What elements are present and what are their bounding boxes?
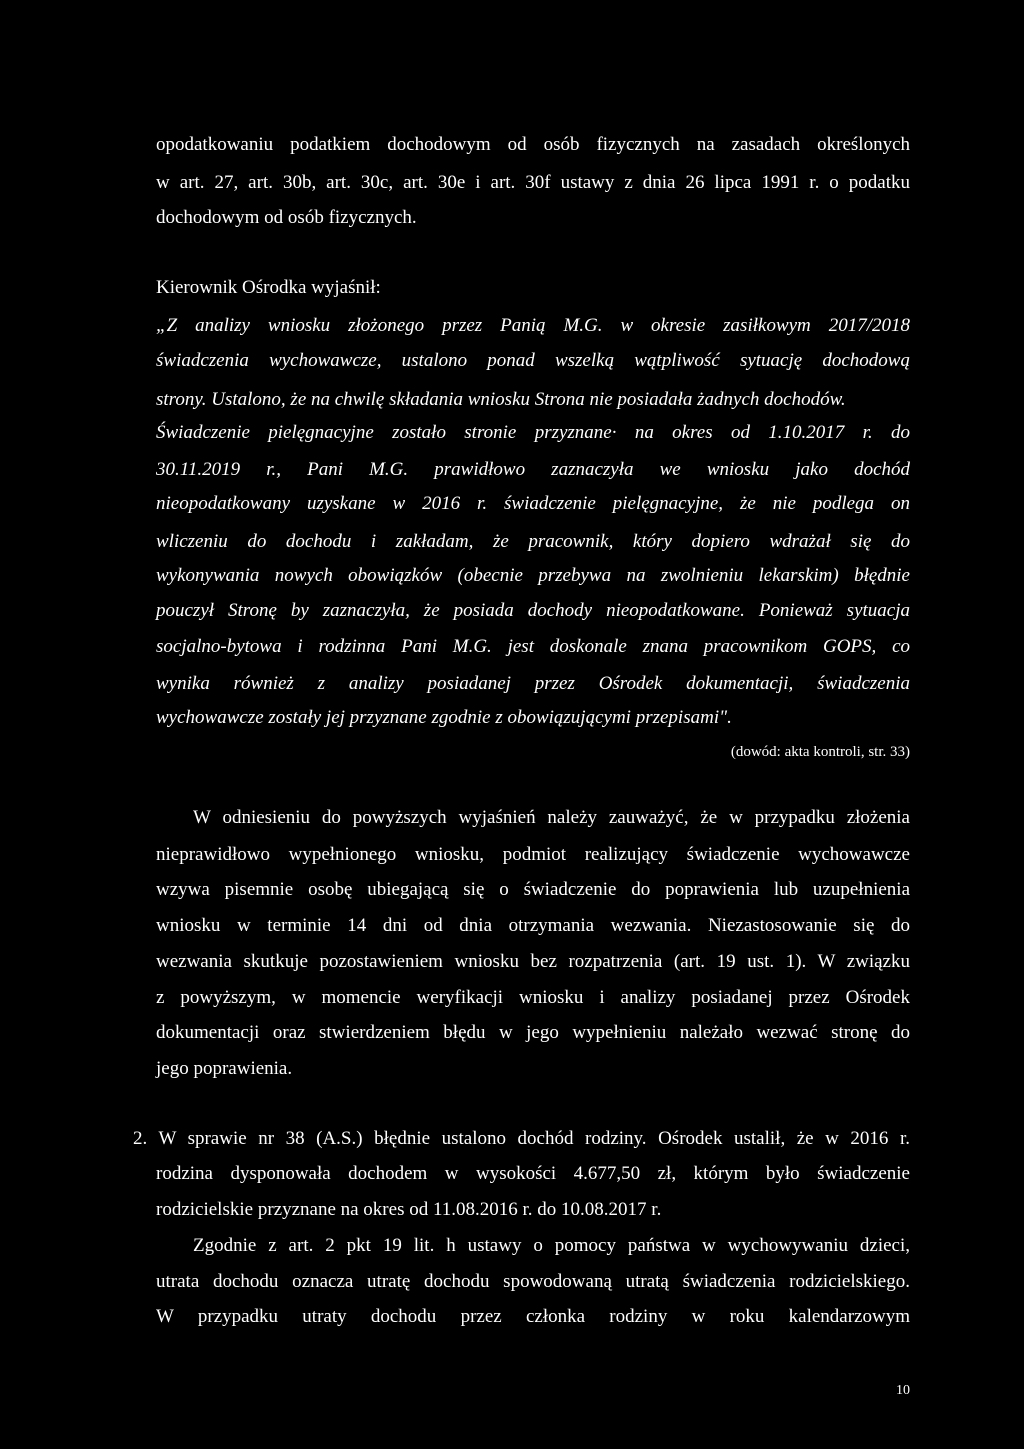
quote-line: socjalno-bytowa i rodzinna Pani M.G. jest doskonale znana pracownikom GOPS, co bbox=[156, 636, 910, 657]
list-item-2: 2. W sprawie nr 38 (A.S.) błędnie ustalono dochód rodziny. Ośrodek ustalił, że w 2016 r. bbox=[133, 1128, 910, 1149]
paragraph-line: opodatkowaniu podatkiem dochodowym od osób fizycznych na zasadach określonych bbox=[156, 134, 910, 155]
quote-line: Świadczenie pielęgnacyjne zostało stronie przyznane· na okres od 1.10.2017 r. do bbox=[156, 422, 910, 443]
paragraph-line: W odniesieniu do powyższych wyjaśnień należy zauważyć, że w przypadku złożenia bbox=[193, 807, 910, 828]
quote-line: „Z analizy wniosku złożonego przez Panią M.G. w okresie zasiłkowym 2017/2018 bbox=[156, 315, 910, 336]
evidence-reference: (dowód: akta kontroli, str. 33) bbox=[730, 744, 910, 760]
quote-line: nieopodatkowany uzyskane w 2016 r. świadczenie pielęgnacyjne, że nie podlega on bbox=[156, 493, 910, 514]
quote-line: pouczył Stronę by zaznaczyła, że posiada dochody nieopodatkowane. Ponieważ sytuacja bbox=[156, 600, 910, 621]
quote-line: strony. Ustalono, że na chwilę składania wniosku Strona nie posiadała żadnych dochodów. bbox=[156, 389, 846, 410]
paragraph-line: W przypadku utraty dochodu przez członka rodziny w roku kalendarzowym bbox=[156, 1306, 910, 1327]
quote-line: wychowawcze zostały jej przyznane zgodnie z obowiązującymi przepisami". bbox=[156, 707, 732, 728]
paragraph-line: wzywa pisemnie osobę ubiegającą się o świadczenie do poprawienia lub uzupełnienia bbox=[156, 879, 910, 900]
paragraph-line: wniosku w terminie 14 dni od dnia otrzymania wezwania. Niezastosowanie się do bbox=[156, 915, 910, 936]
quote-line: 30.11.2019 r., Pani M.G. prawidłowo zaznaczyła we wniosku jako dochód bbox=[156, 459, 910, 480]
paragraph-line: z powyższym, w momencie weryfikacji wniosku i analizy posiadanej przez Ośrodek bbox=[156, 987, 910, 1008]
paragraph-line: rodzicielskie przyznane na okres od 11.08.2016 r. do 10.08.2017 r. bbox=[156, 1199, 662, 1220]
page-number: 10 bbox=[896, 1383, 910, 1398]
paragraph-line: dokumentacji oraz stwierdzeniem błędu w jego wypełnieniu należało wezwać stronę do bbox=[156, 1022, 910, 1043]
paragraph-line: utrata dochodu oznacza utratę dochodu spowodowaną utratą świadczenia rodzicielskiego. bbox=[156, 1271, 910, 1292]
paragraph-line: nieprawidłowo wypełnionego wniosku, podmiot realizujący świadczenie wychowawcze bbox=[156, 844, 910, 865]
quote-line: wynika również z analizy posiadanej przez Ośrodek dokumentacji, świadczenia bbox=[156, 673, 910, 694]
paragraph-line: jego poprawienia. bbox=[156, 1058, 293, 1079]
paragraph-line: wezwania skutkuje pozostawieniem wniosku bez rozpatrzenia (art. 19 ust. 1). W związku bbox=[156, 951, 910, 972]
paragraph-line: dochodowym od osób fizycznych. bbox=[156, 207, 417, 228]
paragraph-line: rodzina dysponowała dochodem w wysokości 4.677,50 zł, którym było świadczenie bbox=[156, 1163, 910, 1184]
quote-line: świadczenia wychowawcze, ustalono ponad wszelką wątpliwość sytuację dochodową bbox=[156, 350, 910, 371]
paragraph-line: Zgodnie z art. 2 pkt 19 lit. h ustawy o pomocy państwa w wychowywaniu dzieci, bbox=[193, 1235, 910, 1256]
quote-line: wliczeniu do dochodu i zakładam, że pracownik, który dopiero wdrażał się do bbox=[156, 531, 910, 552]
quote-line: wykonywania nowych obowiązków (obecnie przebywa na zwolnieniu lekarskim) błędnie bbox=[156, 565, 910, 586]
section-intro: Kierownik Ośrodka wyjaśnił: bbox=[156, 277, 381, 298]
paragraph-line: w art. 27, art. 30b, art. 30c, art. 30e i art. 30f ustawy z dnia 26 lipca 1991 r. o podatku bbox=[156, 172, 910, 193]
